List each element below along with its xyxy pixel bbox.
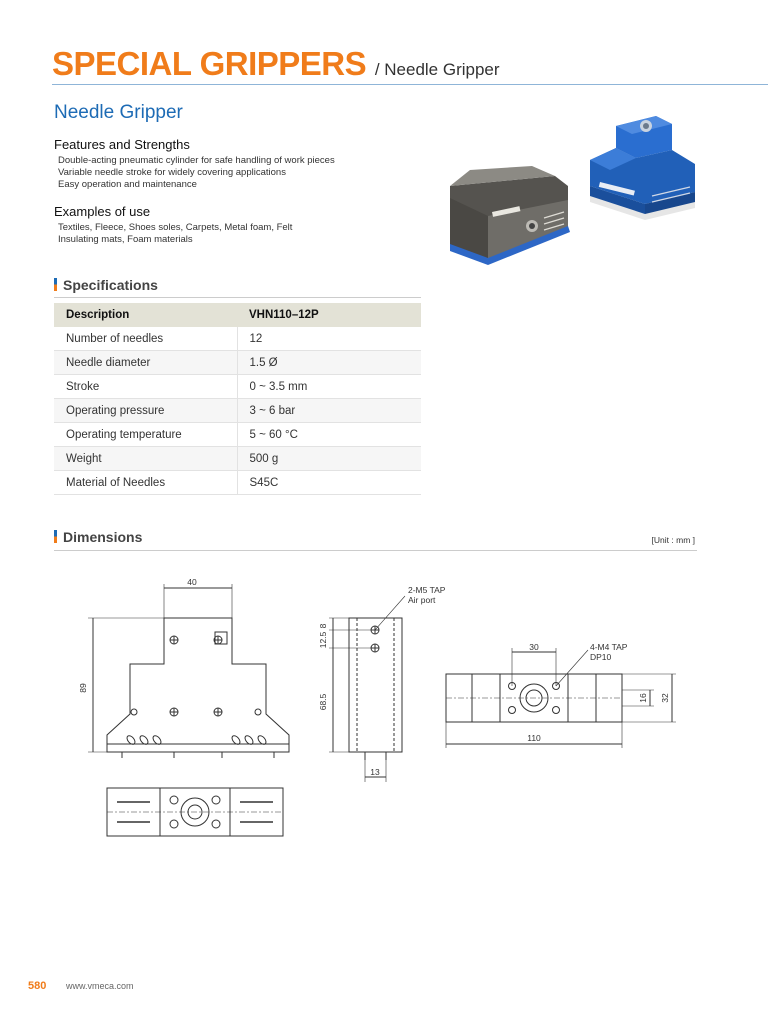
- features-heading: Features and Strengths: [54, 137, 190, 152]
- table-row: [54, 375, 421, 399]
- dim-label: 12.5: [318, 631, 328, 649]
- table-row: [54, 399, 421, 423]
- table-row: [54, 423, 421, 447]
- dim-label: 30: [529, 642, 539, 652]
- dim-label: Air port: [408, 595, 436, 605]
- dim-label: 68.5: [318, 693, 328, 711]
- dim-label: 13: [370, 767, 380, 777]
- dim-label: 8: [318, 623, 328, 629]
- example-line: Insulating mats, Foam materials: [58, 234, 193, 245]
- feature-line: Easy operation and maintenance: [58, 179, 197, 190]
- header-subtitle: / Needle Gripper: [374, 60, 500, 79]
- product-photo: [440, 108, 700, 268]
- grey-gripper-image: [450, 166, 570, 265]
- table-row: [54, 351, 421, 375]
- specifications-table: [54, 303, 421, 495]
- example-line: Textiles, Fleece, Shoes soles, Carpets, Metal foam, Felt: [58, 222, 293, 233]
- examples-heading: Examples of use: [54, 204, 151, 219]
- examples-list: [58, 222, 292, 246]
- table-cell: Operating temperature: [54, 423, 237, 447]
- bottom-view-drawing: [107, 788, 283, 836]
- dim-label: 32: [660, 693, 670, 703]
- dim-label: 110: [527, 733, 541, 743]
- dim-label: 4-M4 TAP: [590, 642, 628, 652]
- side-view-drawing: [329, 596, 405, 782]
- dimension-drawings: [0, 560, 768, 860]
- table-row: [54, 447, 421, 471]
- dimensions-heading-text: Dimensions: [63, 529, 143, 545]
- dimensions-divider: [54, 550, 697, 551]
- dim-label: DP10: [590, 652, 612, 662]
- footer-url[interactable]: www.vmeca.com: [66, 981, 134, 991]
- specifications-divider: [54, 297, 421, 298]
- header-title: SPECIAL GRIPPERS: [52, 45, 367, 82]
- dim-label: 2-M5 TAP: [408, 585, 446, 595]
- table-cell: Needle diameter: [54, 351, 237, 375]
- blue-gripper-image: [590, 116, 695, 220]
- column-header: VHN110–12P: [237, 303, 421, 327]
- dimensions-heading: [54, 529, 142, 545]
- table-cell: 1.5 Ø: [237, 351, 421, 375]
- page-header: [52, 45, 500, 89]
- feature-line: Variable needle stroke for widely covering applications: [58, 167, 286, 178]
- section-marker: [54, 278, 57, 291]
- page-number: 580: [28, 980, 47, 992]
- table-row: [54, 327, 421, 351]
- dim-label: 89: [78, 683, 88, 693]
- table-cell: 500 g: [237, 447, 421, 471]
- header-divider: [52, 84, 768, 85]
- column-header: Description: [54, 303, 237, 327]
- dim-label: 40: [187, 577, 197, 587]
- feature-line: Double-acting pneumatic cylinder for safe handling of work pieces: [58, 155, 335, 166]
- table-cell: 5 ~ 60 °C: [237, 423, 421, 447]
- front-view-drawing: [88, 584, 289, 758]
- table-cell: 3 ~ 6 bar: [237, 399, 421, 423]
- table-header-row: [54, 303, 421, 327]
- table-cell: 12: [237, 327, 421, 351]
- table-cell: Material of Needles: [54, 471, 237, 495]
- specifications-heading: [54, 277, 158, 293]
- table-cell: Operating pressure: [54, 399, 237, 423]
- table-cell: 0 ~ 3.5 mm: [237, 375, 421, 399]
- table-cell: S45C: [237, 471, 421, 495]
- table-cell: Number of needles: [54, 327, 237, 351]
- unit-note: [Unit : mm ]: [651, 535, 695, 545]
- features-list: [58, 155, 335, 191]
- table-row: [54, 471, 421, 495]
- specifications-heading-text: Specifications: [63, 277, 158, 293]
- product-title: Needle Gripper: [54, 102, 183, 123]
- section-marker: [54, 530, 57, 543]
- dim-label: 16: [638, 693, 648, 703]
- table-cell: Weight: [54, 447, 237, 471]
- table-cell: Stroke: [54, 375, 237, 399]
